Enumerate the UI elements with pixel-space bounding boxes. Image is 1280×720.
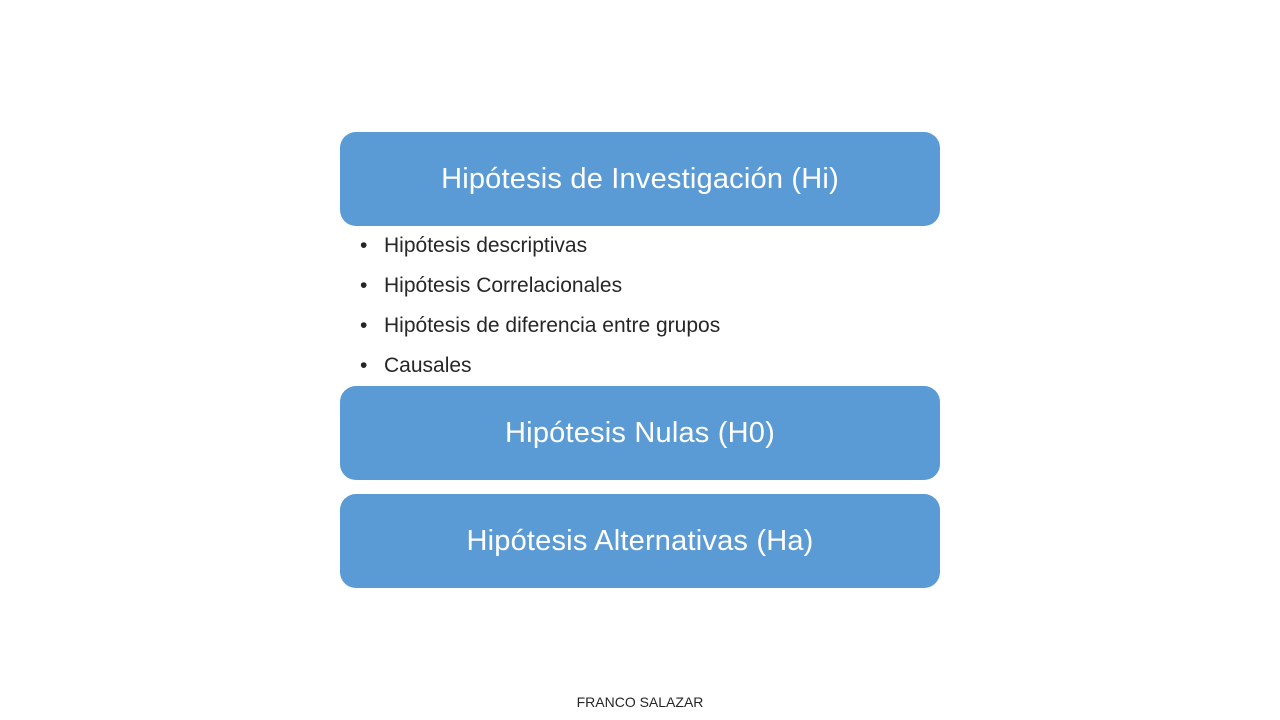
research-hypothesis-block: [340, 132, 940, 226]
alternative-hypothesis-block: [340, 494, 940, 588]
footer-author: FRANCO SALAZAR: [576, 694, 704, 710]
list-item: • Causales: [356, 346, 936, 386]
research-hypothesis-label: Hipótesis de Investigación (Hi): [441, 162, 839, 195]
list-item: • Hipótesis de diferencia entre grupos: [356, 306, 936, 346]
alternative-hypothesis-label: Hipótesis Alternativas (Ha): [466, 524, 814, 557]
null-hypothesis-block: [340, 386, 940, 480]
research-hypothesis-subtypes-list: [356, 226, 936, 386]
null-hypothesis-label: Hipótesis Nulas (H0): [505, 416, 775, 449]
list-item: • Hipótesis descriptivas: [356, 226, 936, 266]
list-item: • Hipótesis Correlacionales: [356, 266, 936, 306]
